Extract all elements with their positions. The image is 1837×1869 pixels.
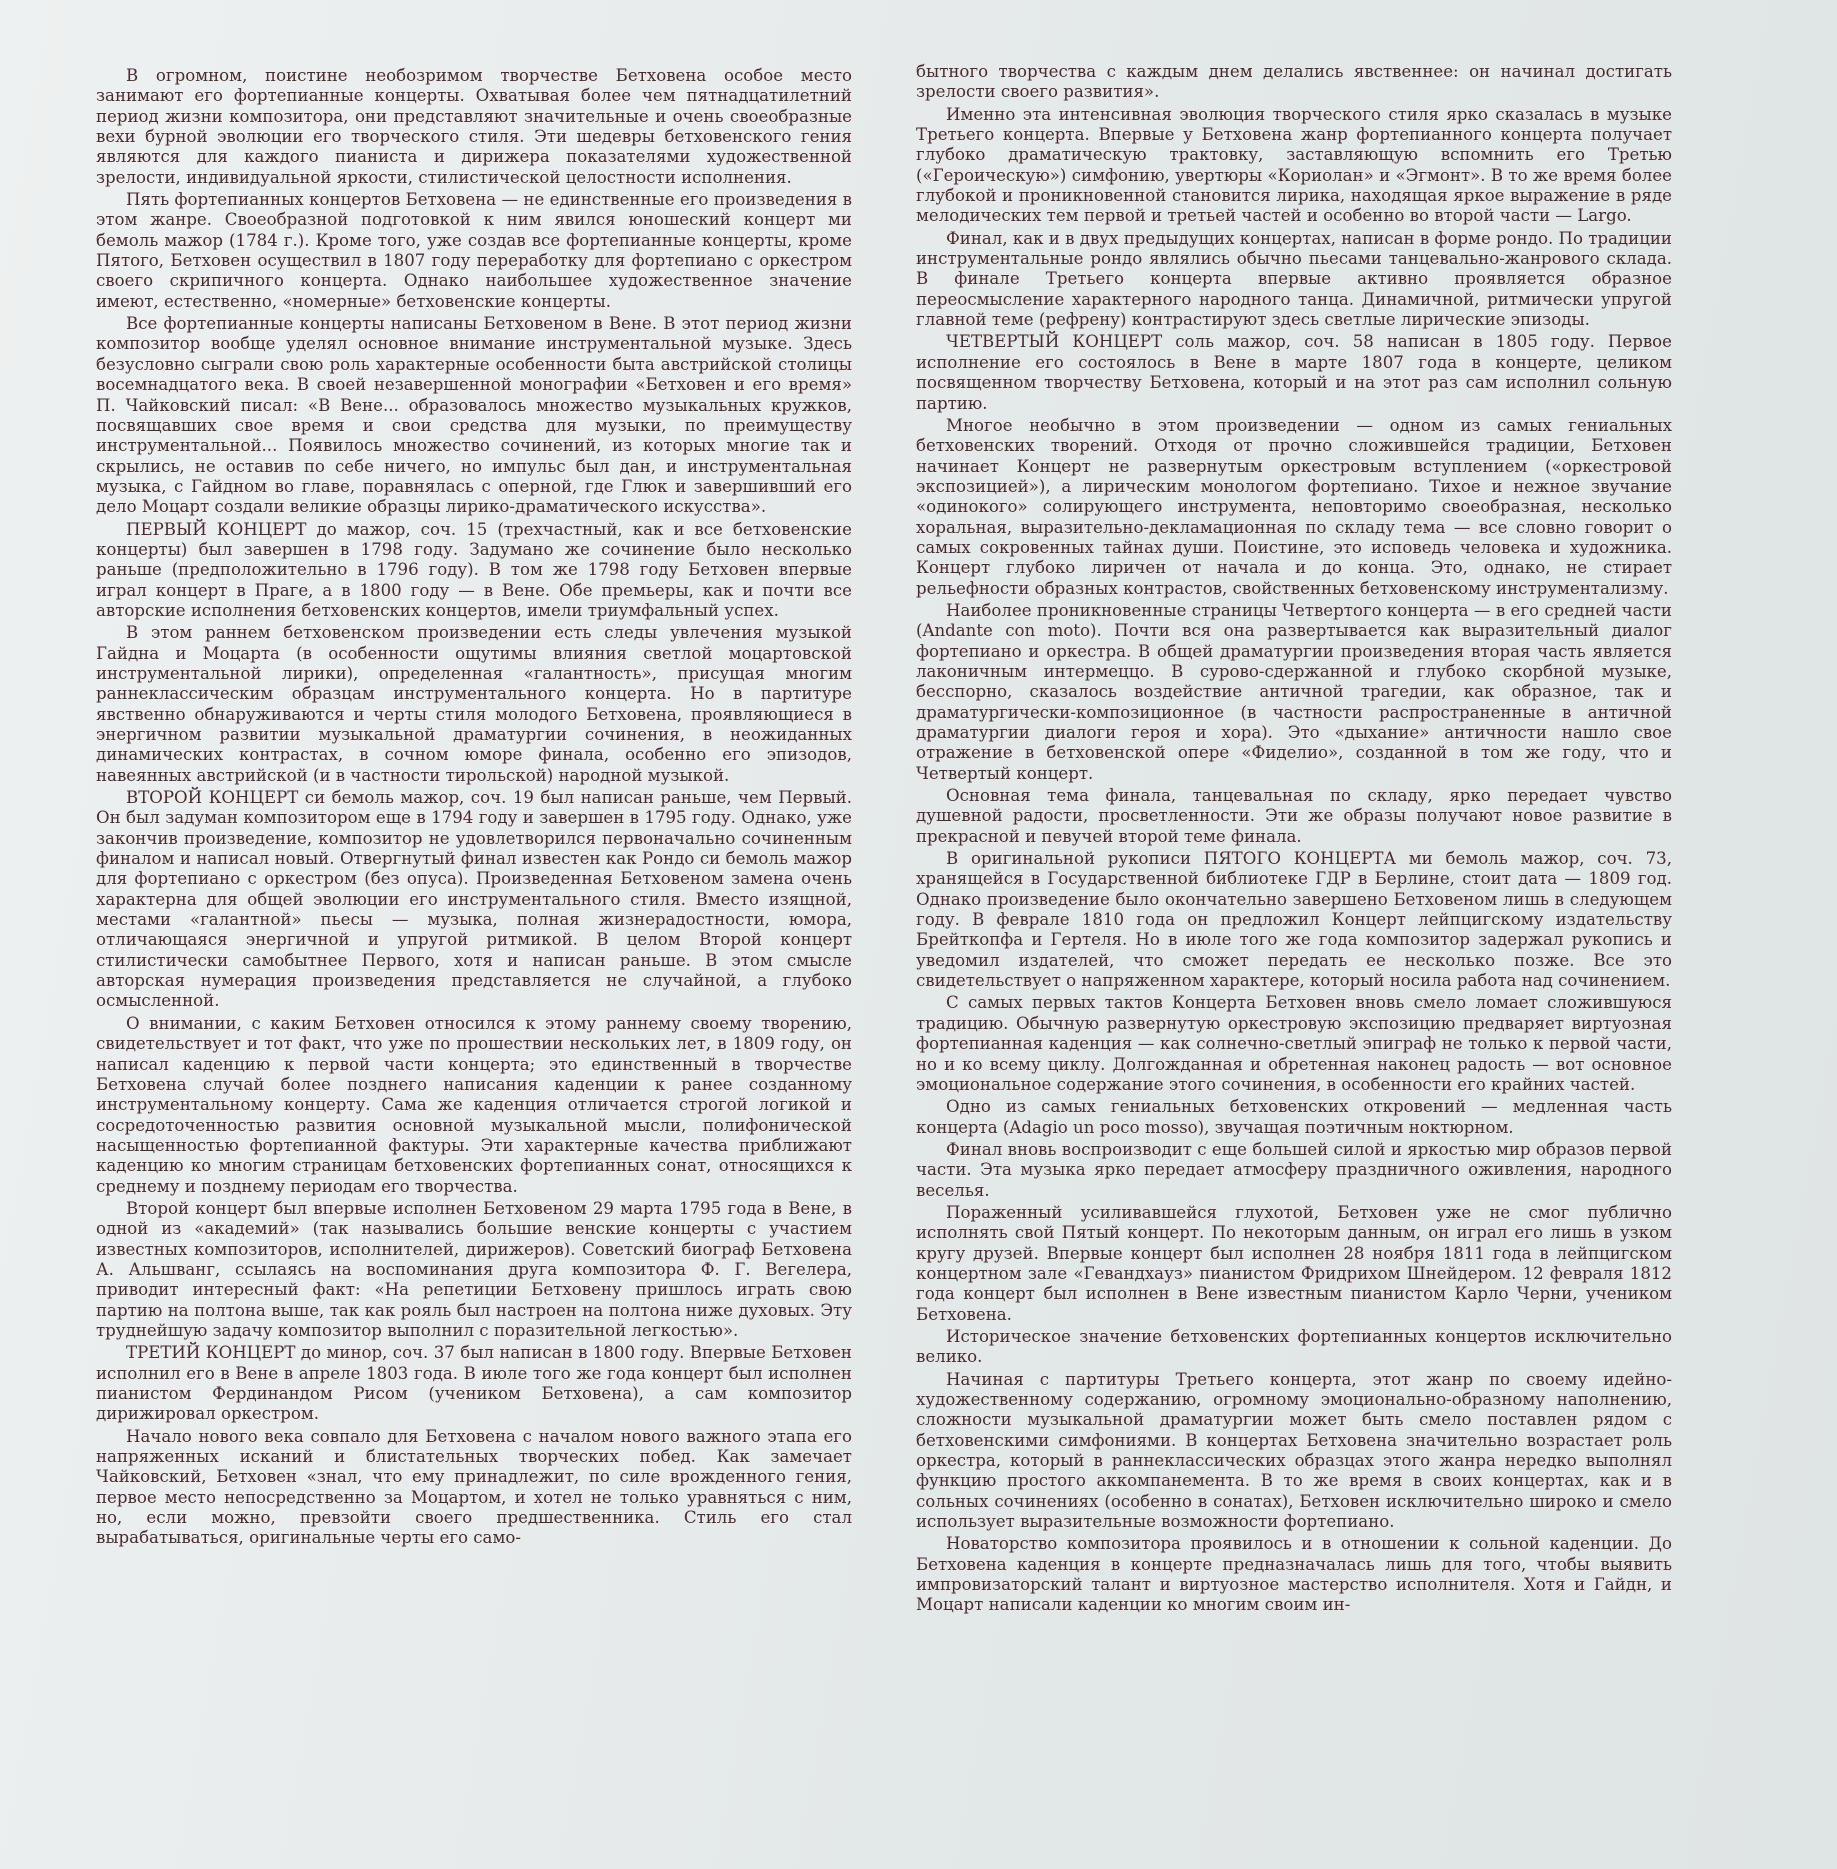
paragraph: ВТОРОЙ КОНЦЕРТ си бемоль мажор, соч. 19 был написан раньше, чем Первый. Он был задуман композитором еще в 1794 году и завершен в 1795 году. Однако, уже закончив произведение, композитор не удовлетворился первоначально сочиненным финалом и написал новый. Отвергнутый финал известен как Рондо си бемоль мажор для фортепиано с оркестром (без опуса). Произведенная Бетховеном замена очень характерна для общей эволюции его инструментального стиля. Вместо изящной, местами «галантной» пьесы — музыка, полная жизнерадостности, юмора, отличающаяся энергичной и упругой ритмикой. В целом Второй концерт стилистически самобытнее Первого, хотя и написан раньше. В этом смысле авторская нумерация произведения представляется не случайной, а глубоко осмысленной. xyxy=(96,788,852,1011)
paragraph: С самых первых тактов Концерта Бетховен вновь смело ломает сложившуюся традицию. Обычную развернутую оркестровую экспозицию предваряет виртуозная фортепианная каденция — как солнечно-светлый эпиграф не только к первой части, но и ко всему циклу. Долгожданная и обретенная наконец радость — вот основное эмоциональное содержание этого сочинения, в особенности его крайних частей. xyxy=(916,993,1672,1094)
paragraph: Именно эта интенсивная эволюция творческого стиля ярко сказалась в музыке Третьего концерта. Впервые у Бетховена жанр фортепианного концерта получает глубоко драматическую трактовку, заставляющую вспомнить его Третью («Героическую») симфонию, увертюры «Кориолан» и «Эгмонт». В то же время более глубокой и проникновенной становится лирика, находящая яркое выражение в ряде мелодических тем первой и третьей частей и особенно во второй части — Largo. xyxy=(916,104,1672,226)
paragraph: В огромном, поистине необозримом творчестве Бетховена особое место занимают его фортепианные концерты. Охватывая более чем пятнадцатилетний период жизни композитора, они представляют значительные и очень своеобразные вехи бурной эволюции его творческого стиля. Эти шедевры бетховенского гения являются для каждого пианиста и дирижера показателями художественной зрелости, индивидуальной яркости, стилистической целостности исполнения. xyxy=(96,66,852,187)
right-column xyxy=(916,62,1672,1618)
paragraph: ТРЕТИЙ КОНЦЕРТ до минор, соч. 37 был написан в 1800 году. Впервые Бетховен исполнил его в Вене в апреле 1803 года. В июле того же года концерт был исполнен пианистом Фердинандом Рисом (учеником Бетховена), а сам композитор дирижировал оркестром. xyxy=(96,1343,852,1424)
paragraph: Одно из самых гениальных бетховенских откровений — медленная часть концерта (Adagio un poco mosso), звучащая поэтичным ноктюрном. xyxy=(916,1097,1672,1137)
paragraph: Все фортепианные концерты написаны Бетховеном в Вене. В этот период жизни композитор вообще уделял основное внимание инструментальной музыке. Здесь безусловно сыграли свою роль характерные особенности быта австрийской столицы восемнадцатого века. В своей незавершенной монографии «Бетховен и его время» П. Чайковский писал: «В Вене... образовалось множество музыкальных кружков, посвящавших свое время и свои средства для музыки, по преимуществу инструментальной... Появилось множество сочинений, из которых многие так и скрылись, не оставив по себе ничего, но импульс был дан, и инструментальная музыка, с Гайдном во главе, поравнялась с оперной, где Глюк и завершивший его дело Моцарт создали великие образцы лирико-драматического искусства». xyxy=(96,314,852,517)
paragraph: Основная тема финала, танцевальная по складу, ярко передает чувство душевной радости, просветленности. Эти же образы получают новое развитие в прекрасной и певучей второй теме финала. xyxy=(916,786,1672,846)
paragraph: Наиболее проникновенные страницы Четвертого концерта — в его средней части (Andante con moto). Почти вся она развертывается как выразительный диалог фортепиано и оркестра. В общей драматургии произведения вторая часть является лаконичным интермеццо. В сурово-сдержанной и глубоко скорбной музыке, бесспорно, сказалось воздействие античной трагедии, как образное, так и драматургически-композиционное (в частности распространенные в античной драматургии диалоги героя и хора). Это «дыхание» античности нашло свое отражение в бетховенской опере «Фиделио», созданной в том же году, что и Четвертый концерт. xyxy=(916,600,1672,783)
paragraph: Новаторство композитора проявилось и в отношении к сольной каденции. До Бетховена каденция в концерте предназначалась лишь для того, чтобы выявить импровизаторский талант и виртуозное мастерство исполнителя. Хотя и Гайдн, и Моцарт написали каденции ко многим своим ин- xyxy=(916,1534,1672,1615)
paragraph: ПЕРВЫЙ КОНЦЕРТ до мажор, соч. 15 (трехчастный, как и все бетховенские концерты) был завершен в 1798 году. Задумано же сочинение было несколько раньше (предположительно в 1796 году). В том же 1798 году Бетховен впервые играл концерт в Праге, а в 1800 году — в Вене. Обе премьеры, как и почти все авторские исполнения бетховенских концертов, имели триумфальный успех. xyxy=(96,519,852,620)
paragraph: Пять фортепианных концертов Бетховена — не единственные его произведения в этом жанре. Своеобразной подготовкой к ним явился юношеский концерт ми бемоль мажор (1784 г.). Кроме того, уже создав все фортепианные концерты, кроме Пятого, Бетховен осуществил в 1807 году переработку для фортепиано с оркестром своего скрипичного концерта. Однако наибольшее художественное значение имеют, естественно, «номерные» бетховенские концерты. xyxy=(96,190,852,311)
paragraph: Начало нового века совпало для Бетховена с началом нового важного этапа его напряженных исканий и блистательных творческих побед. Как замечает Чайковский, Бетховен «знал, что ему принадлежит, по силе врожденного гения, первое место непосредственно за Моцартом, и хотел не только уравняться с ним, но, если можно, превзойти своего предшественника. Стиль его стал вырабатываться, оригинальные черты его само- xyxy=(96,1426,852,1548)
paragraph: О внимании, с каким Бетховен относился к этому раннему своему творению, свидетельствует и тот факт, что уже по прошествии нескольких лет, в 1809 году, он написал каденцию к первой части концерта; это единственный в творчестве Бетховена случай более позднего написания каденции к ранее созданному инструментальному концерту. Сама же каденция отличается строгой логикой и сосредоточенностью развития основной музыкальной мысли, полифонической насыщенностью фортепианной фактуры. Эти характерные качества приближают каденцию ко многим страницам бетховенских фортепианных сонат, относящихся к среднему и позднему периодам его творчества. xyxy=(96,1013,852,1196)
paragraph: бытного творчества с каждым днем делались явственнее: он начинал достигать зрелости своего развития». xyxy=(916,62,1672,102)
paragraph: В оригинальной рукописи ПЯТОГО КОНЦЕРТА ми бемоль мажор, соч. 73, хранящейся в Государственной библиотеке ГДР в Берлине, стоит дата — 1809 год. Однако произведение было окончательно завершено Бетховеном лишь в следующем году. В феврале 1810 года он предложил Концерт лейпцигскому издательству Брейткопфа и Гертеля. Но в июле того же года композитор задержал рукопись и уведомил издателей, что сможет передать ее несколько позже. Все это свидетельствует о напряженном характере, который носила работа над сочинением. xyxy=(916,849,1672,991)
paragraph: Начиная с партитуры Третьего концерта, этот жанр по своему идейно-художественному содержанию, огромному эмоционально-образному наполнению, сложности музыкальной драматургии может быть смело поставлен рядом с бетховенскими симфониями. В концертах Бетховена значительно возрастает роль оркестра, который в раннеклассических образцах этого жанра нередко выполнял функцию простого аккомпанемента. В то же время в своих концертах, как и в сольных сочинениях (особенно в сонатах), Бетховен исключительно широко и смело использует выразительные возможности фортепиано. xyxy=(916,1369,1672,1532)
paragraph: Историческое значение бетховенских фортепианных концертов исключительно велико. xyxy=(916,1326,1672,1367)
left-column xyxy=(96,66,852,1551)
paragraph: ЧЕТВЕРТЫЙ КОНЦЕРТ соль мажор, соч. 58 написан в 1805 году. Первое исполнение его состоялось в Вене в марте 1807 года в концерте, целиком посвященном творчеству Бетховена, который и на этот раз сам исполнил сольную партию. xyxy=(916,332,1672,413)
paragraph: Второй концерт был впервые исполнен Бетховеном 29 марта 1795 года в Вене, в одной из «академий» (так назывались большие венские концерты с участием известных композиторов, исполнителей, дирижеров). Советский биограф Бетховена А. Альшванг, ссылаясь на воспоминания друга композитора Ф. Г. Вегелера, приводит интересный факт: «На репетиции Бетховену пришлось играть свою партию на полтона выше, так как рояль был настроен на полтона ниже духовых. Эту труднейшую задачу композитор выполнил с поразительной легкостью». xyxy=(96,1198,852,1340)
paragraph: Многое необычно в этом произведении — одном из самых гениальных бетховенских творений. Отходя от прочно сложившейся традиции, Бетховен начинает Концерт не развернутым оркестровым вступлением («оркестровой экспозицией»), а лирическим монологом фортепиано. Тихое и нежное звучание «одинокого» солирующего инструмента, неповторимо своеобразная, несколько хоральная, выразительно-декламационная по складу тема — все словно говорит о самых сокровенных тайнах души. Поистине, это исповедь человека и художника. Концерт глубоко лиричен от начала и до конца. Это, однако, не стирает рельефности образных контрастов, свойственных бетховенскому инструментализму. xyxy=(916,415,1672,598)
paragraph: Финал, как и в двух предыдущих концертах, написан в форме рондо. По традиции инструментальные рондо являлись обычно пьесами танцевально-жанрового склада. В финале Третьего концерта впервые активно проявляется образное переосмысление характерного народного танца. Динамичной, ритмически упругой главной теме (рефрену) контрастируют здесь светлые лирические эпизоды. xyxy=(916,228,1672,330)
paragraph: В этом раннем бетховенском произведении есть следы увлечения музыкой Гайдна и Моцарта (в особенности ощутимы влияния светлой моцартовской инструментальной лирики), определенная «галантность», присущая многим раннеклассическим образцам инструментального концерта. Но в партитуре явственно обнаруживаются и черты стиля молодого Бетховена, проявляющиеся в энергичном развитии музыкальной драматургии сочинения, в неожиданных динамических контрастах, в сочном юморе финала, особенно его эпизодов, навеянных австрийской (и в частности тирольской) народной музыкой. xyxy=(96,623,852,785)
paragraph: Финал вновь воспроизводит с еще большей силой и яркостью мир образов первой части. Эта музыка ярко передает атмосферу праздничного оживления, народного веселья. xyxy=(916,1139,1672,1200)
paragraph: Пораженный усиливавшейся глухотой, Бетховен уже не смог публично исполнять свой Пятый концерт. По некоторым данным, он играл его лишь в узком кругу друзей. Впервые концерт был исполнен 28 ноября 1811 года в лейпцигском концертном зале «Гевандхауз» пианистом Фридрихом Шнейдером. 12 февраля 1812 года концерт был исполнен в Вене известным пианистом Карло Черни, учеником Бетховена. xyxy=(916,1202,1672,1324)
